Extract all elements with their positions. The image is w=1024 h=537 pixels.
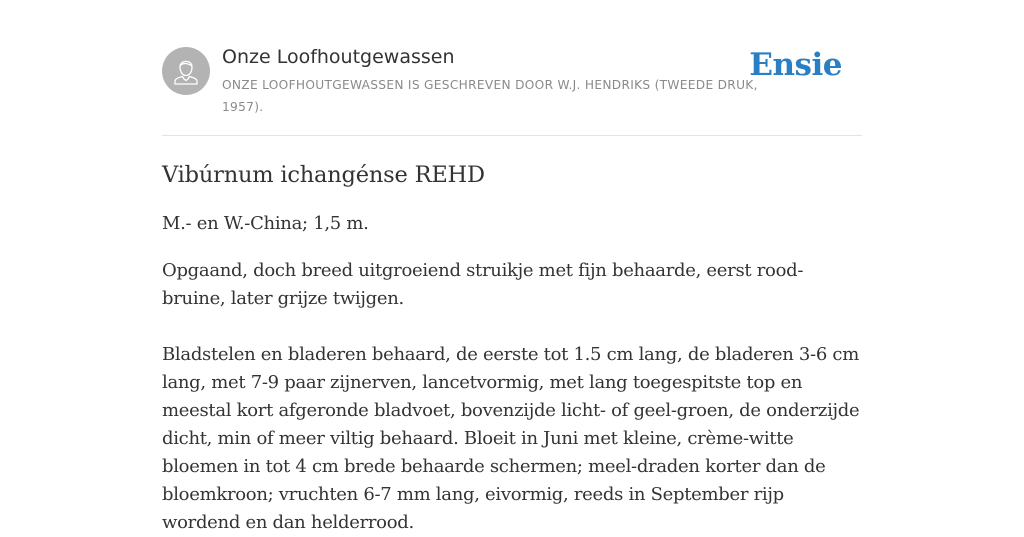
brand-logo[interactable]: Ensie [749, 47, 842, 83]
entry-paragraph-description: Bladstelen en bladeren behaard, de eerste tot 1.5 cm lang, de bladeren 3-6 cm lang, met 7-9 paar zijnerven, lancetvormig, met lang toegespitste top en meestal kort afgeronde bladvoet, bovenzijde licht- of geel-groen, de onderzijde dicht, min of meer viltig behaard. Bloeit in Juni met kleine, crème-witte bloemen in tot 4 cm brede behaarde schermen; meel-draden korter dan de bloemkroon; vruchten 6-7 mm lang, eivormig, reeds in September rijp wordend en dan helderrood. [162, 344, 860, 533]
divider [162, 135, 862, 136]
entry-title: Vibúrnum ichangénse REHD [162, 162, 485, 188]
entry-content [162, 158, 866, 537]
avatar[interactable] [162, 47, 210, 95]
entry-paragraph-habit: Opgaand, doch breed uitgroeiend struikje met fijn behaarde, eerst rood-bruine, later grijze twijgen. [162, 260, 804, 309]
source-title[interactable]: Onze Loofhoutgewassen [222, 46, 455, 68]
user-silhouette-icon [162, 47, 210, 95]
entry-paragraph-origin: M.- en W.-China; 1,5 m. [162, 213, 369, 234]
source-description: ONZE LOOFHOUTGEWASSEN IS GESCHREVEN DOOR W.J. HENDRIKS (TWEEDE DRUK, 1957). [222, 78, 758, 114]
source-header [162, 44, 862, 136]
